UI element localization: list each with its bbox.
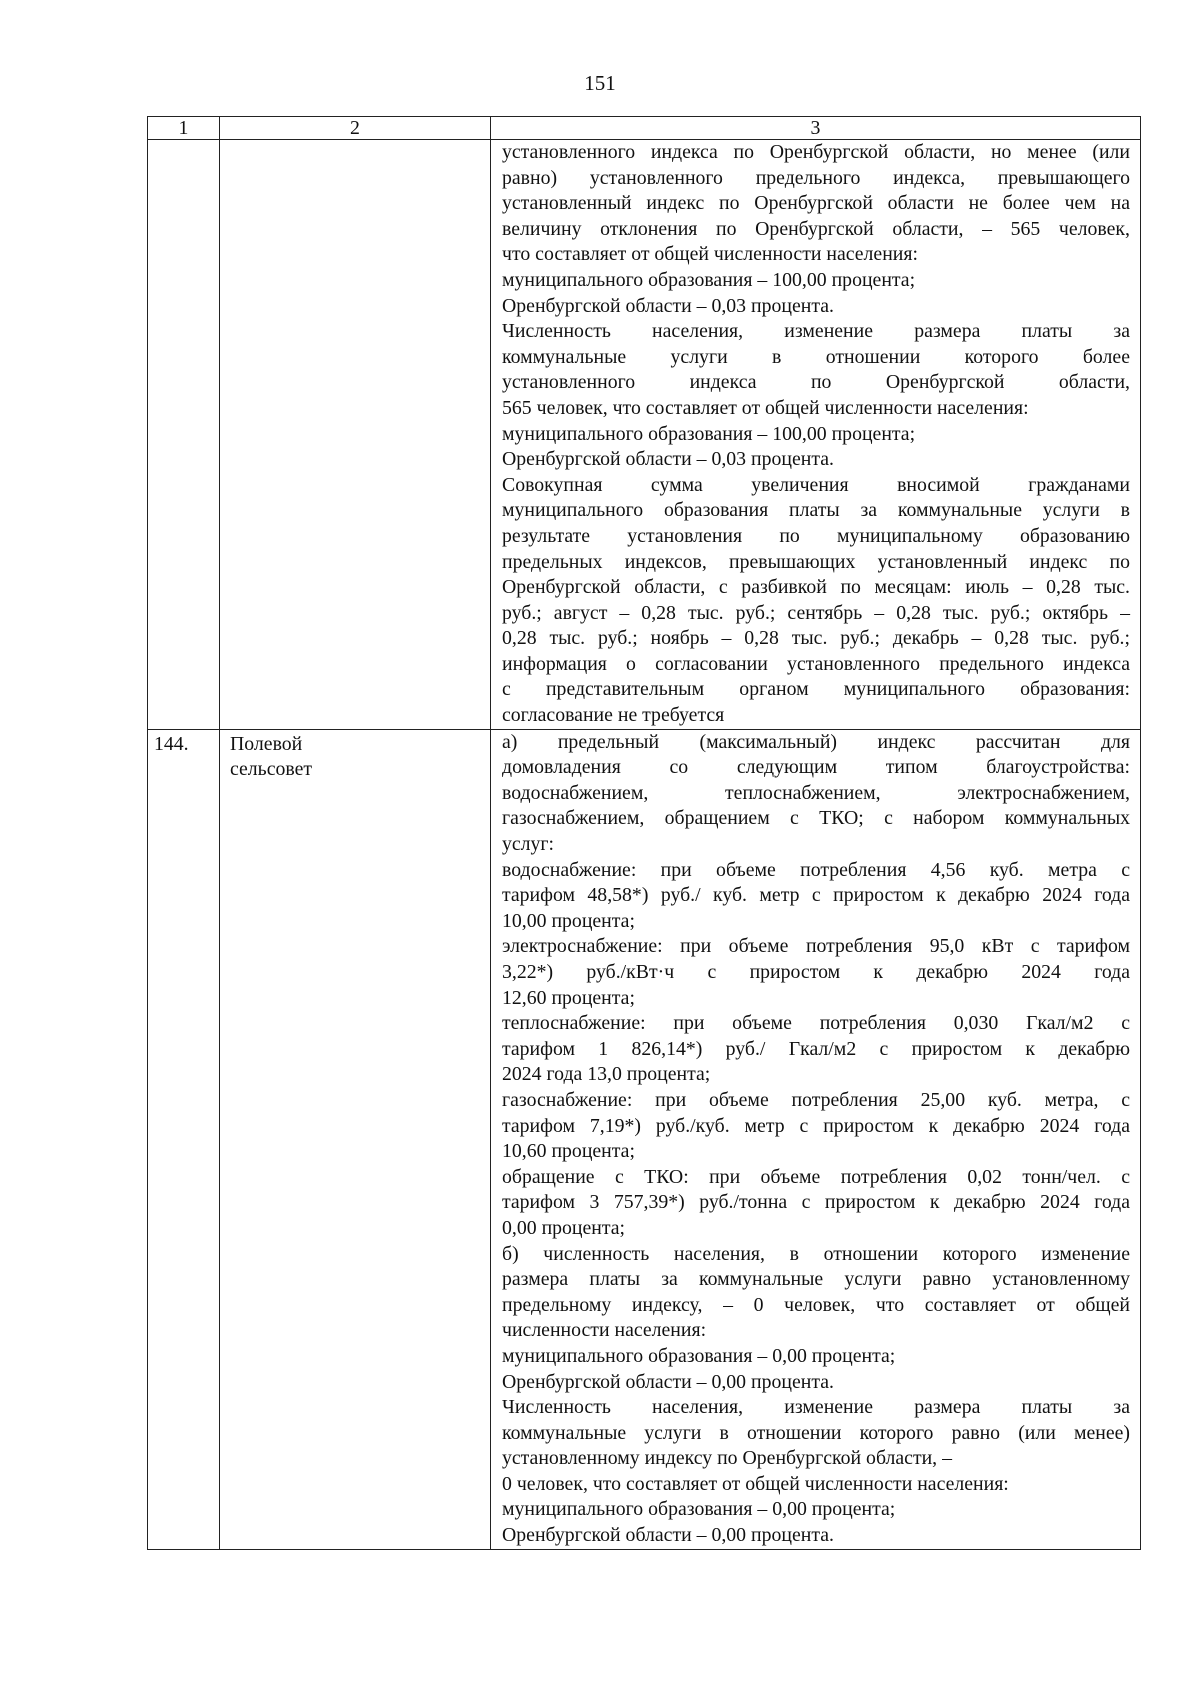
text-line: газоснабжением, обращением с ТКО; с набором коммунальных xyxy=(502,807,1130,830)
municipality-name-line: сельсовет xyxy=(230,758,313,781)
text-line: с представительным органом муниципального образования: xyxy=(502,678,1130,701)
text-line: 12,60 процента; xyxy=(502,986,635,1009)
text-line: муниципального образования платы за коммунальные услуги в xyxy=(502,499,1130,522)
text-line: муниципального образования – 100,00 процента; xyxy=(502,268,916,291)
text-line: водоснабжение: при объеме потребления 4,56 куб. метра с xyxy=(502,858,1130,881)
table-header-row xyxy=(148,117,1141,140)
text-line: 0 человек, что составляет от общей численности населения: xyxy=(502,1472,1009,1495)
text-line: тарифом 1 826,14*) руб./ Гкал/м2 с приростом к декабрю xyxy=(502,1037,1130,1060)
text-line: тарифом 3 757,39*) руб./тонна с приростом к декабрю 2024 года xyxy=(502,1191,1130,1214)
text-line: руб.; август – 0,28 тыс. руб.; сентябрь – 0,28 тыс. руб.; октябрь – xyxy=(502,601,1130,624)
text-line: Оренбургской области – 0,00 процента. xyxy=(502,1370,834,1393)
text-line: муниципального образования – 0,00 процента; xyxy=(502,1498,896,1521)
text-line: обращение с ТКО: при объеме потребления 0,02 тонн/чел. с xyxy=(502,1165,1130,1188)
text-line: установленному индексу по Оренбургской области, – xyxy=(502,1447,952,1470)
text-line: услуг: xyxy=(502,833,555,856)
text-line: Численность населения, изменение размера платы за xyxy=(502,1396,1130,1419)
text-line: коммунальные услуги в отношении которого более xyxy=(502,345,1130,368)
header-col-2: 2 xyxy=(220,117,491,140)
text-line: тарифом 48,58*) руб./ куб. метр с приростом к декабрю 2024 года xyxy=(502,884,1130,907)
municipality-name xyxy=(220,140,491,730)
text-line: электроснабжение: при объеме потребления 95,0 кВт с тарифом xyxy=(502,935,1130,958)
text-line: согласование не требуется xyxy=(502,704,725,727)
text-line: 0,00 процента; xyxy=(502,1216,626,1239)
row-description xyxy=(491,729,1141,1549)
text-line: предельному индексу, – 0 человек, что составляет от общей xyxy=(502,1293,1130,1316)
text-line: 565 человек, что составляет от общей численности населения: xyxy=(502,396,1029,419)
text-line: Оренбургской области – 0,03 процента. xyxy=(502,448,834,471)
text-line: предельных индексов, превышающих установленный индекс по xyxy=(502,550,1130,573)
text-line: 3,22*) руб./кВт·ч с приростом к декабрю 2024 года xyxy=(502,961,1130,983)
header-col-1: 1 xyxy=(148,117,220,140)
text-line: тарифом 7,19*) руб./куб. метр с приростом к декабрю 2024 года xyxy=(502,1114,1130,1137)
document-table xyxy=(147,116,1141,1550)
row-number xyxy=(148,140,220,730)
row-description xyxy=(491,140,1141,730)
text-line: 10,60 процента; xyxy=(502,1140,635,1163)
text-line: равно) установленного предельного индекса, превышающего xyxy=(502,166,1130,189)
text-line: муниципального образования – 100,00 процента; xyxy=(502,422,916,445)
text-line: что составляет от общей численности населения: xyxy=(502,243,918,266)
text-line: численности населения: xyxy=(502,1319,707,1342)
text-line: 2024 года 13,0 процента; xyxy=(502,1063,711,1086)
text-line: Оренбургской области – 0,03 процента. xyxy=(502,294,834,317)
text-line: установленного индекса по Оренбургской области, xyxy=(502,371,1130,394)
header-col-3: 3 xyxy=(491,117,1141,140)
text-line: результате установления по муниципальному образованию xyxy=(502,524,1130,547)
municipality-name xyxy=(220,729,491,1549)
text-line: коммунальные услуги в отношении которого равно (или менее) xyxy=(502,1421,1130,1444)
table-row-continuation xyxy=(148,140,1141,730)
text-line: Оренбургской области – 0,00 процента. xyxy=(502,1524,834,1547)
text-line: домовладения со следующим типом благоустройства: xyxy=(502,756,1130,779)
municipality-name-line: Полевой xyxy=(230,732,303,755)
text-line: 10,00 процента; xyxy=(502,909,635,932)
text-line: 0,28 тыс. руб.; ноябрь – 0,28 тыс. руб.; декабрь – 0,28 тыс. руб.; xyxy=(502,627,1130,650)
text-line: водоснабжением, теплоснабжением, электроснабжением, xyxy=(502,781,1130,804)
text-line: муниципального образования – 0,00 процента; xyxy=(502,1344,896,1367)
text-line: информация о согласовании установленного предельного индекса xyxy=(502,652,1130,675)
text-line: теплоснабжение: при объеме потребления 0,030 Гкал/м2 с xyxy=(502,1012,1130,1035)
text-line: а) предельный (максимальный) индекс рассчитан для xyxy=(502,730,1130,753)
row-number: 144. xyxy=(148,729,220,1549)
table-row-144 xyxy=(148,729,1141,1549)
text-line: величину отклонения по Оренбургской области, – 565 человек, xyxy=(502,217,1130,240)
text-line: Оренбургской области, с разбивкой по месяцам: июль – 0,28 тыс. xyxy=(502,576,1130,599)
text-line: газоснабжение: при объеме потребления 25,00 куб. метра, с xyxy=(502,1088,1130,1111)
text-line: размера платы за коммунальные услуги равно установленному xyxy=(502,1268,1130,1291)
text-line: Численность населения, изменение размера платы за xyxy=(502,320,1130,343)
text-line: б) численность населения, в отношении которого изменение xyxy=(502,1242,1130,1265)
text-line: установленного индекса по Оренбургской области, но менее (или xyxy=(502,141,1130,163)
text-line: установленный индекс по Оренбургской области не более чем на xyxy=(502,192,1130,215)
page-number: 151 xyxy=(584,71,616,95)
text-line: Совокупная сумма увеличения вносимой гражданами xyxy=(502,473,1130,496)
